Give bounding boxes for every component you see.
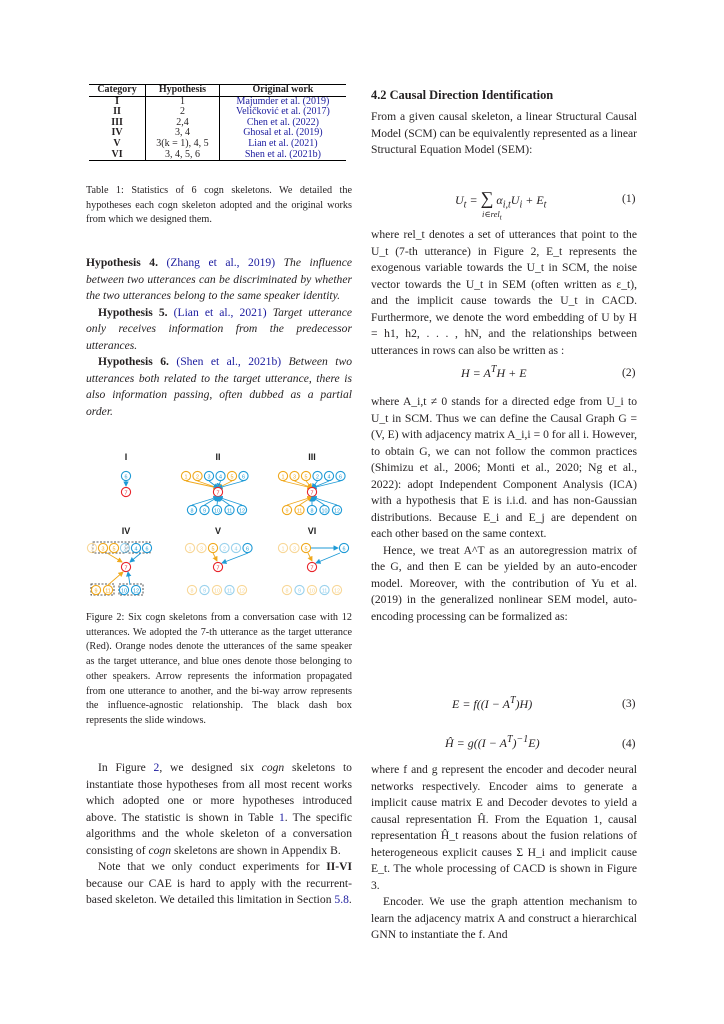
- edge: [128, 572, 130, 585]
- cell-category: V: [113, 137, 121, 149]
- equation-4-number: (4): [622, 737, 636, 750]
- col-header-hypothesis: Hypothesis: [146, 85, 220, 97]
- node-label-3: 3: [200, 546, 203, 553]
- hypothesis-5-label: Hypothesis 5.: [98, 305, 168, 319]
- equation-1: $U_t$ = ∑ $\alpha_{i,t}U_i + E_t$: [455, 188, 547, 211]
- node-label-8: 8: [310, 508, 314, 515]
- figure-ref-link[interactable]: 2: [153, 761, 160, 774]
- paragraph-autoregression: Hence, we treat A^T as an autoregression matrix of the G, and then E can be yielded by an auto-encoder model. Moreover, with the contribution of Yu et al. (2019) in the generalized nonlinear SEM model, auto-encoding processing can be formalized as:: [371, 543, 637, 623]
- node-label-4: 4: [234, 546, 238, 553]
- section-heading: 4.2 Causal Direction Identification: [371, 88, 554, 102]
- paragraph-encoder-decoder: where f and g represent the encoder and decoder neural networks respectively. Encoder aims to generate a implicit cause matrix E and Decoder devotes to yield a causal representation Ĥ. From the Equation 1, causal representation Ĥ_t reasons about the fusion relations of heterogeneous explicit causes Σ H_i and implicit cause E_t. The whole processing of CACD is shown in Figure 3.: [371, 763, 637, 892]
- node-label-10: 10: [321, 508, 328, 515]
- edge: [312, 497, 325, 505]
- text: .: [348, 893, 352, 906]
- col-header-original-work: Original work: [219, 85, 346, 97]
- hypothesis-4-cite[interactable]: (Zhang et al., 2019): [166, 256, 276, 269]
- node-label-2: 2: [316, 474, 319, 481]
- node-label-5: 5: [211, 546, 215, 553]
- equation-4: Ĥ = $g((I - A^T)^{-1}E)$: [445, 734, 540, 750]
- node-label-4: 4: [327, 474, 331, 481]
- cell-hypothesis: 3, 4, 5, 6: [146, 150, 220, 161]
- text: In Figure: [98, 761, 146, 774]
- node-label-11: 11: [226, 588, 233, 595]
- node-label-6: 6: [339, 474, 342, 481]
- panel-label: V: [214, 526, 222, 536]
- text: skeletons to instantiate those hypotheses from all most recent works which adopted one or more hypotheses introduced above. The statistic is shown in Table: [86, 761, 352, 824]
- left-paragraph-2: [86, 859, 352, 909]
- hypothesis-6-text: Between two utterances both related to the target utterance, there is also information passing, often dubbed as a partial order.: [86, 355, 353, 418]
- cell-category: VI: [89, 150, 146, 161]
- node-label-2: 2: [123, 546, 127, 553]
- left-paragraph-1: [86, 760, 352, 859]
- edge: [300, 497, 313, 505]
- node-label-12: 12: [334, 588, 340, 595]
- node-label-5: 5: [304, 546, 308, 553]
- hypothesis-4: [86, 255, 352, 305]
- text: because our CAE is hard to apply with the recurrent-based skeleton. We detailed this limitation in Section: [86, 876, 352, 906]
- node-label-6: 6: [342, 546, 346, 553]
- edge: [130, 553, 141, 562]
- node-label-7: 7: [124, 490, 128, 497]
- node-label-2: 2: [196, 474, 199, 481]
- cell-original-work-link[interactable]: Lian et al. (2021): [248, 137, 318, 149]
- col-header-category: Category: [89, 85, 146, 97]
- node-label-1: 1: [184, 474, 188, 481]
- edge: [222, 553, 248, 563]
- text: II-VI: [326, 860, 352, 873]
- cell-hypothesis: 3(k = 1), 4, 5: [146, 139, 220, 150]
- panel-label: VI: [307, 526, 317, 536]
- equation-2-number: (2): [622, 366, 636, 379]
- right-paragraph-3: [371, 394, 637, 625]
- text: cogn: [148, 843, 172, 857]
- table-row: [89, 150, 346, 161]
- edge: [308, 553, 312, 561]
- node-label-6: 6: [242, 474, 245, 481]
- edge: [218, 497, 242, 505]
- paragraph-causal-graph: where A_i,t ≠ 0 stands for a directed edge from U_i to U_t in SCM. Thus we can define the Causal Graph G = (V, E) with adjacency matrix A_i,i = 0 for all i. However, to obtain G, we can not follow the common practices (Shimizu et al., 2006; Monti et al., 2020; Ng et al., 2022): adopt Independent Component Analysis (ICA) with a hypothesis that E is i.i.d. and has non-Gaussian distributions. Because E_i and E_j are dependent on each other based on the same context.: [371, 395, 637, 540]
- hypothesis-6: [86, 354, 352, 420]
- node-label-5: 5: [304, 474, 308, 481]
- node-label-12: 12: [239, 508, 245, 515]
- node-label-7: 7: [124, 565, 128, 572]
- node-label-1: 1: [90, 546, 94, 553]
- panel-label: IV: [121, 526, 131, 536]
- edge: [218, 497, 230, 505]
- paragraph-rel: where rel_t denotes a set of utterances that point to the U_t (7-th utterance) in Figure 2, E_t represents the exogenous variable towards the U_t in SCM, the noise vector towards the U_t in SEM (often written as ε_t), and the implicit cause towards the U_t in CACD. Furthermore, we denote the word embedding of U by H = h1, h2, . . . , hN, and the relationships between utterances in rows can also be written as :: [371, 228, 637, 357]
- edge: [287, 497, 312, 505]
- node-label-11: 11: [226, 508, 233, 515]
- edge: [107, 553, 122, 562]
- cell-original-work-link[interactable]: Majumder et al. (2019): [236, 95, 330, 107]
- stats-table: [89, 84, 346, 161]
- node-label-3: 3: [101, 546, 105, 553]
- node-label-3: 3: [293, 546, 296, 553]
- node-label-12: 12: [133, 588, 139, 595]
- node-label-11: 11: [321, 588, 328, 595]
- node-label-6: 6: [246, 546, 249, 553]
- edge: [108, 572, 123, 585]
- text: cogn: [261, 761, 285, 774]
- node-label-9: 9: [94, 588, 98, 595]
- right-paragraph-2: [371, 227, 637, 359]
- figure-caption: [86, 611, 352, 729]
- cell-original-work-link[interactable]: Ghosal et al. (2019): [243, 127, 323, 139]
- node-label-11: 11: [296, 508, 303, 515]
- hypothesis-5-text: Target utterance only receives information from the predecessor utterances.: [86, 305, 352, 352]
- panel-label: II: [215, 452, 221, 462]
- table-row: [89, 139, 346, 150]
- node-label-8: 8: [190, 588, 194, 595]
- node-label-10: 10: [214, 588, 220, 595]
- paragraph-scm: From a given causal skeleton, a linear Structural Causal Model (SCM) can be equivalently represented as a linear Structural Equation Model (SEM):: [371, 110, 637, 156]
- equation-3-number: (3): [622, 697, 636, 710]
- cell-original-work-link[interactable]: Veličković et al. (2017): [235, 106, 330, 118]
- hypothesis-4-text: The influence between two utterances can be discriminated by whether the two utterances belong to the same speaker identity.: [86, 256, 352, 302]
- left-body: [86, 760, 352, 909]
- node-label-7: 7: [310, 490, 314, 497]
- node-label-1: 1: [281, 474, 285, 481]
- node-label-3: 3: [207, 474, 211, 481]
- edge: [213, 553, 217, 561]
- edge: [217, 497, 218, 505]
- node-label-6: 6: [124, 474, 128, 481]
- cell-category: IV: [111, 127, 123, 139]
- node-label-4: 4: [134, 546, 138, 553]
- cell-hypothesis: 3, 4: [146, 128, 220, 139]
- table-header-row: [89, 85, 346, 97]
- node-label-10: 10: [214, 508, 220, 515]
- cell-category: III: [111, 116, 123, 128]
- equation-2: $H = A^TH + E$: [461, 364, 527, 380]
- cell-category: II: [113, 106, 121, 118]
- hypotheses-block: [86, 255, 352, 420]
- section-ref-link[interactable]: 5.8: [334, 893, 349, 906]
- right-paragraph-5: [371, 762, 637, 944]
- node-label-1: 1: [188, 546, 192, 553]
- edge: [312, 497, 337, 505]
- node-label-9: 9: [285, 508, 289, 515]
- cell-hypothesis: 2,4: [146, 118, 220, 129]
- node-label-7: 7: [216, 565, 220, 572]
- node-label-5: 5: [112, 546, 116, 553]
- node-label-7: 7: [310, 565, 314, 572]
- node-label-12: 12: [239, 588, 245, 595]
- panel-label: III: [308, 452, 316, 462]
- hypothesis-5: [86, 305, 352, 355]
- equation-1-number: (1): [622, 192, 636, 205]
- table-caption: [86, 184, 352, 228]
- edge: [316, 553, 340, 563]
- node-label-1: 1: [281, 546, 285, 553]
- node-label-10: 10: [309, 588, 315, 595]
- paragraph-encoder: Encoder. We use the graph attention mechanism to learn the adjacency matrix A and construct a hierarchical GNN to instantiate the f. And: [371, 895, 637, 941]
- hypothesis-6-label: Hypothesis 6.: [98, 355, 169, 368]
- node-label-9: 9: [298, 588, 301, 595]
- text: skeletons are shown in Appendix B.: [173, 843, 341, 857]
- equation-3: $E = f((I - A^T)H)$: [452, 695, 533, 711]
- node-label-9: 9: [203, 588, 206, 595]
- right-column: [371, 88, 637, 159]
- node-label-7: 7: [216, 490, 220, 497]
- panel-label: I: [124, 452, 128, 462]
- node-label-6: 6: [145, 546, 149, 553]
- edge: [192, 497, 218, 505]
- cell-category: I: [115, 95, 119, 107]
- node-label-4: 4: [219, 474, 222, 481]
- text: Note that we only conduct experiments for: [98, 860, 320, 873]
- cell-hypothesis: 1: [146, 96, 220, 107]
- node-label-8: 8: [190, 508, 194, 515]
- table-ref-link[interactable]: 1: [278, 810, 285, 824]
- equation-1-subscript: i∈rel$_t$: [482, 209, 502, 222]
- node-label-9: 9: [203, 508, 206, 515]
- cogn-skeletons-figure: [86, 450, 354, 608]
- node-label-3: 3: [293, 474, 296, 481]
- hypothesis-6-cite[interactable]: (Shen et al., 2021b): [176, 355, 282, 368]
- table-caption-text: Table 1: Statistics of 6 cogn skeletons. We detailed the hypotheses each cogn skeleton adopted and the original works from which we designed them.: [86, 185, 352, 226]
- node-label-11: 11: [105, 588, 111, 595]
- node-label-12: 12: [334, 508, 340, 515]
- node-label-8: 8: [285, 588, 289, 595]
- hypothesis-4-label: Hypothesis 4.: [86, 256, 158, 269]
- cell-hypothesis: 2: [146, 107, 220, 118]
- text: . The specific algorithms and the whole skeleton of a conversation consisting of: [86, 810, 353, 857]
- node-label-2: 2: [223, 546, 226, 553]
- node-label-5: 5: [230, 474, 234, 481]
- text: , we designed six: [159, 761, 254, 774]
- cell-original-work-link[interactable]: Chen et al. (2022): [246, 116, 320, 128]
- node-label-10: 10: [121, 588, 127, 595]
- hypothesis-5-cite[interactable]: (Lian et al., 2021): [173, 305, 267, 319]
- cell-original-work-link[interactable]: Shen et al. (2021b): [219, 150, 346, 161]
- figure-caption-text: Figure 2: Six cogn skeletons from a conversation case with 12 utterances. We adopted the 7-th utterance as the target utterance (Red). Orange nodes denote the utterances of the same speaker as the target utterance, and blue ones denote those belonging to other speakers. Arrow represents the information propagated from one utterance to another, and the bi-way arrow represents the influence-agnostic relationship. The black dash box represents the slide windows.: [86, 612, 352, 726]
